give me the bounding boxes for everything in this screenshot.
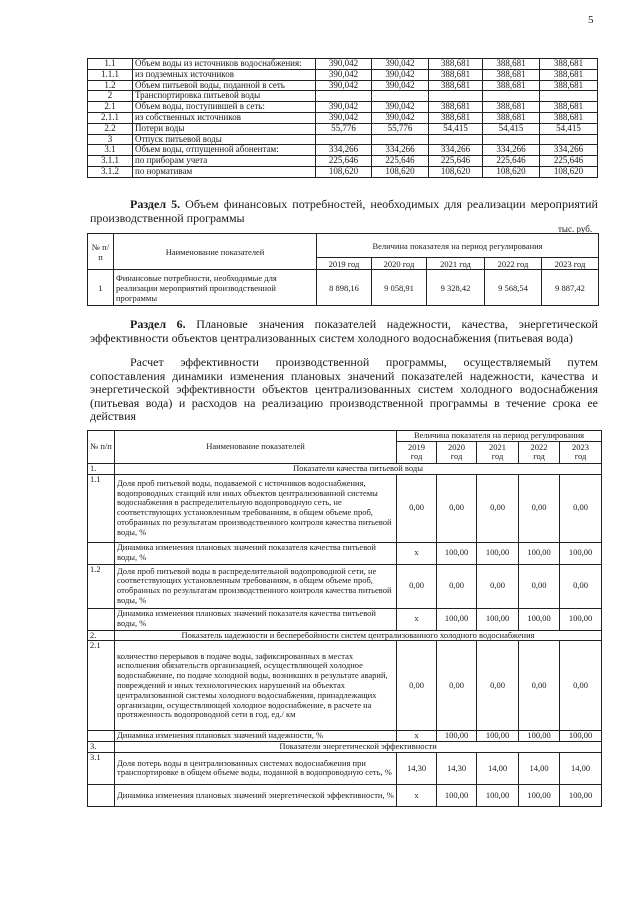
col-period-header: Величина показателя на период регулирования: [397, 431, 602, 442]
row-name: Динамика изменения плановых значений показателя качества питьевой воды, %: [115, 542, 397, 564]
value-cell: 100,00: [560, 784, 602, 806]
section-title: Показатели энергетической эффективности: [115, 742, 602, 753]
financial-needs-table: [87, 233, 599, 306]
value-cell: 388,681: [483, 80, 540, 91]
value-cell: 100,00: [437, 608, 477, 630]
value-cell: 225,646: [483, 156, 540, 167]
value-cell: 390,042: [372, 80, 429, 91]
value-cell: 225,646: [316, 156, 372, 167]
row-name: Объем воды, поступившей в сеть:: [133, 102, 316, 113]
table-row: [88, 59, 598, 70]
value-cell: 0,00: [519, 564, 560, 608]
value-cell: 100,00: [477, 542, 519, 564]
value-cell: 100,00: [560, 542, 602, 564]
value-cell: [429, 134, 483, 145]
value-cell: 388,681: [540, 69, 598, 80]
value-cell: 100,00: [519, 784, 560, 806]
section-6-paragraph: Расчет эффективности производственной программы, осуществляемый путем сопоставления динамики изменения плановых значений показателей надежности, качества и энергетической эффективности объектов централизованных систем холодного водоснабжения (питьевая вода) и расходов на реализацию производственной программы в течение срока ее действия: [90, 355, 598, 423]
value-cell: 0,00: [477, 641, 519, 731]
row-name: Объем воды из источников водоснабжения:: [133, 59, 316, 70]
row-name: Доля проб питьевой воды, подаваемой с источников водоснабжения, водопроводных станций или иных объектов централизованной системы водоснабжения в распределительную водопроводную сеть, не соответствующих установленным требованиям, в общем объеме проб, отобранных по результатам производственного контроля качества питьевой воды, %: [115, 474, 397, 542]
value-cell: 388,681: [483, 69, 540, 80]
year-header: 2019 год: [397, 441, 437, 463]
value-cell: 100,00: [519, 542, 560, 564]
value-cell: 0,00: [560, 474, 602, 542]
value-cell: 14,30: [437, 752, 477, 784]
value-cell: 14,30: [397, 752, 437, 784]
value-cell: 0,00: [397, 641, 437, 731]
row-number: 3: [88, 134, 133, 145]
value-cell: 388,681: [429, 102, 483, 113]
row-name: Доля потерь воды в централизованных системах водоснабжения при транспортировке в общем объеме воды, поданной в водопроводную сеть, %: [115, 752, 397, 784]
value-cell: 8 898,16: [317, 270, 372, 306]
value-cell: 388,681: [429, 59, 483, 70]
value-cell: 0,00: [477, 564, 519, 608]
value-cell: 388,681: [483, 102, 540, 113]
row-number: 2.2: [88, 123, 133, 134]
value-cell: 388,681: [540, 80, 598, 91]
value-cell: 108,620: [316, 166, 372, 177]
row-name: Объем питьевой воды, поданной в сеть: [133, 80, 316, 91]
year-header: 2020 год: [437, 441, 477, 463]
section-number: 1.: [88, 463, 115, 474]
value-cell: [483, 91, 540, 102]
row-name: Динамика изменения плановых значений энергетической эффективности, %: [115, 784, 397, 806]
year-header: 2023 год: [560, 441, 602, 463]
value-cell: 225,646: [540, 156, 598, 167]
value-cell: [316, 91, 372, 102]
row-number: 3.1.1: [88, 156, 133, 167]
row-number: 1.2: [88, 80, 133, 91]
value-cell: 390,042: [372, 112, 429, 123]
row-number: 1: [88, 270, 114, 306]
section-title: Показатель надежности и бесперебойности систем централизованного холодного водоснабжения: [115, 630, 602, 641]
value-cell: 100,00: [477, 608, 519, 630]
year-header: 2022 год: [519, 441, 560, 463]
unit-label: тыс. руб.: [558, 224, 593, 234]
row-name: Транспортировка питьевой воды: [133, 91, 316, 102]
table-row: [88, 112, 598, 123]
value-cell: 0,00: [477, 474, 519, 542]
table-row: [88, 145, 598, 156]
value-cell: 14,00: [519, 752, 560, 784]
row-number: 2.1: [88, 641, 115, 731]
value-cell: [540, 91, 598, 102]
row-number: 3.1: [88, 145, 133, 156]
value-cell: 388,681: [429, 112, 483, 123]
value-cell: 334,266: [316, 145, 372, 156]
row-name: количество перерывов в подаче воды, зафиксированных в местах исполнения обязательств организацией, осуществляющей холодное водоснабжение, по подаче холодной воды, возникших в результате аварий, повреждений и иных технологических нарушений на объектах централизованной системы холодного водоснабжения, принадлежащих организации, осуществляющей холодное водоснабжение, в расчете на протяженность водопроводной сети в год, ед./ км: [115, 641, 397, 731]
table-row: [88, 123, 598, 134]
row-name: Отпуск питьевой воды: [133, 134, 316, 145]
col-number-header: № п/п: [88, 234, 114, 270]
value-cell: 100,00: [519, 731, 560, 742]
row-number: 1.1: [88, 474, 115, 542]
row-number: 2.1: [88, 102, 133, 113]
section-6-heading: Раздел 6. Плановые значения показателей надежности, качества, энергетической эффективности объектов централизованных систем холодного водоснабжения (питьевая вода): [90, 317, 598, 345]
row-number: [88, 731, 115, 742]
value-cell: [316, 134, 372, 145]
value-cell: 0,00: [519, 474, 560, 542]
value-cell: 390,042: [372, 102, 429, 113]
value-cell: 225,646: [372, 156, 429, 167]
value-cell: 100,00: [560, 731, 602, 742]
row-number: 1.1.1: [88, 69, 133, 80]
value-cell: 390,042: [316, 102, 372, 113]
table-row: [88, 156, 598, 167]
value-cell: 390,042: [316, 59, 372, 70]
table-row: [88, 166, 598, 177]
table-row: [88, 80, 598, 91]
value-cell: [540, 134, 598, 145]
year-header: 2022 год: [485, 258, 542, 270]
row-name: Динамика изменения плановых значений надежности, %: [115, 731, 397, 742]
year-header: 2021 год: [477, 441, 519, 463]
col-name-header: Наименование показателей: [115, 431, 397, 464]
row-number: 2.1.1: [88, 112, 133, 123]
value-cell: 390,042: [316, 112, 372, 123]
value-cell: 0,00: [437, 564, 477, 608]
value-cell: 390,042: [316, 69, 372, 80]
value-cell: 55,776: [372, 123, 429, 134]
value-cell: 54,415: [429, 123, 483, 134]
value-cell: 108,620: [429, 166, 483, 177]
value-cell: 388,681: [483, 112, 540, 123]
row-number: [88, 784, 115, 806]
row-number: 3.1.2: [88, 166, 133, 177]
value-cell: 0,00: [397, 564, 437, 608]
row-name: Динамика изменения плановых значений показателя качества питьевой воды, %: [115, 608, 397, 630]
value-cell: [483, 134, 540, 145]
section-number: 2.: [88, 630, 115, 641]
value-cell: 100,00: [437, 731, 477, 742]
table-row: [88, 91, 598, 102]
row-number: [88, 542, 115, 564]
value-cell: 9 328,42: [427, 270, 485, 306]
value-cell: 0,00: [560, 641, 602, 731]
value-cell: 388,681: [540, 112, 598, 123]
section-number: 3.: [88, 742, 115, 753]
value-cell: [429, 91, 483, 102]
value-cell: 100,00: [437, 784, 477, 806]
value-cell: 225,646: [429, 156, 483, 167]
value-cell: 9 887,42: [542, 270, 599, 306]
value-cell: 108,620: [483, 166, 540, 177]
year-header: 2021 год: [427, 258, 485, 270]
value-cell: 55,776: [316, 123, 372, 134]
value-cell: 54,415: [540, 123, 598, 134]
value-cell: 388,681: [429, 69, 483, 80]
row-name: Потери воды: [133, 123, 316, 134]
year-header: 2023 год: [542, 258, 599, 270]
value-cell: 0,00: [519, 641, 560, 731]
value-cell: [372, 91, 429, 102]
value-cell: 9 568,54: [485, 270, 542, 306]
table-row: [88, 134, 598, 145]
col-name-header: Наименование показателей: [114, 234, 317, 270]
value-cell: 390,042: [372, 69, 429, 80]
table-row: [88, 102, 598, 113]
indicators-table: [87, 430, 602, 807]
value-cell: 54,415: [483, 123, 540, 134]
value-cell: 334,266: [372, 145, 429, 156]
value-cell: x: [397, 731, 437, 742]
value-cell: 14,00: [477, 752, 519, 784]
row-number: 2: [88, 91, 133, 102]
water-volume-table: [87, 58, 598, 178]
value-cell: 388,681: [540, 102, 598, 113]
section-title: Показатели качества питьевой воды: [115, 463, 602, 474]
value-cell: [372, 134, 429, 145]
value-cell: 100,00: [519, 608, 560, 630]
value-cell: 100,00: [437, 542, 477, 564]
value-cell: 0,00: [437, 641, 477, 731]
col-period-header: Величина показателя на период регулирования: [317, 234, 599, 258]
value-cell: 334,266: [540, 145, 598, 156]
value-cell: 0,00: [437, 474, 477, 542]
row-number: 1.1: [88, 59, 133, 70]
row-name: по нормативам: [133, 166, 316, 177]
row-name: по приборам учета: [133, 156, 316, 167]
value-cell: 100,00: [477, 784, 519, 806]
year-header: 2020 год: [372, 258, 427, 270]
row-number: [88, 608, 115, 630]
section-5-heading: Раздел 5. Объем финансовых потребностей, необходимых для реализации мероприятий производственной программы: [90, 197, 598, 225]
value-cell: 388,681: [483, 59, 540, 70]
value-cell: 0,00: [560, 564, 602, 608]
value-cell: 9 058,91: [372, 270, 427, 306]
row-name: Финансовые потребности, необходимые для реализации мероприятий производственной программы: [114, 270, 317, 306]
year-header: 2019 год: [317, 258, 372, 270]
table-row: [88, 69, 598, 80]
value-cell: x: [397, 542, 437, 564]
value-cell: 334,266: [429, 145, 483, 156]
value-cell: 100,00: [477, 731, 519, 742]
row-name: из подземных источников: [133, 69, 316, 80]
value-cell: 390,042: [316, 80, 372, 91]
value-cell: 0,00: [397, 474, 437, 542]
value-cell: 334,266: [483, 145, 540, 156]
value-cell: x: [397, 608, 437, 630]
row-name: из собственных источников: [133, 112, 316, 123]
row-name: Доля проб питьевой воды в распределительной водопроводной сети, не соответствующих установленным требованиям, в общем объеме проб, отобранных по результатам производственного контроля качества питьевой воды, %: [115, 564, 397, 608]
row-number: 3.1: [88, 752, 115, 784]
value-cell: 388,681: [429, 80, 483, 91]
value-cell: x: [397, 784, 437, 806]
value-cell: 108,620: [372, 166, 429, 177]
row-number: 1.2: [88, 564, 115, 608]
value-cell: 108,620: [540, 166, 598, 177]
row-name: Объем воды, отпущенной абонентам:: [133, 145, 316, 156]
page-number: 5: [588, 14, 594, 26]
value-cell: 388,681: [540, 59, 598, 70]
value-cell: 100,00: [560, 608, 602, 630]
col-number-header: № п/п: [88, 431, 115, 464]
value-cell: 390,042: [372, 59, 429, 70]
value-cell: 14,00: [560, 752, 602, 784]
